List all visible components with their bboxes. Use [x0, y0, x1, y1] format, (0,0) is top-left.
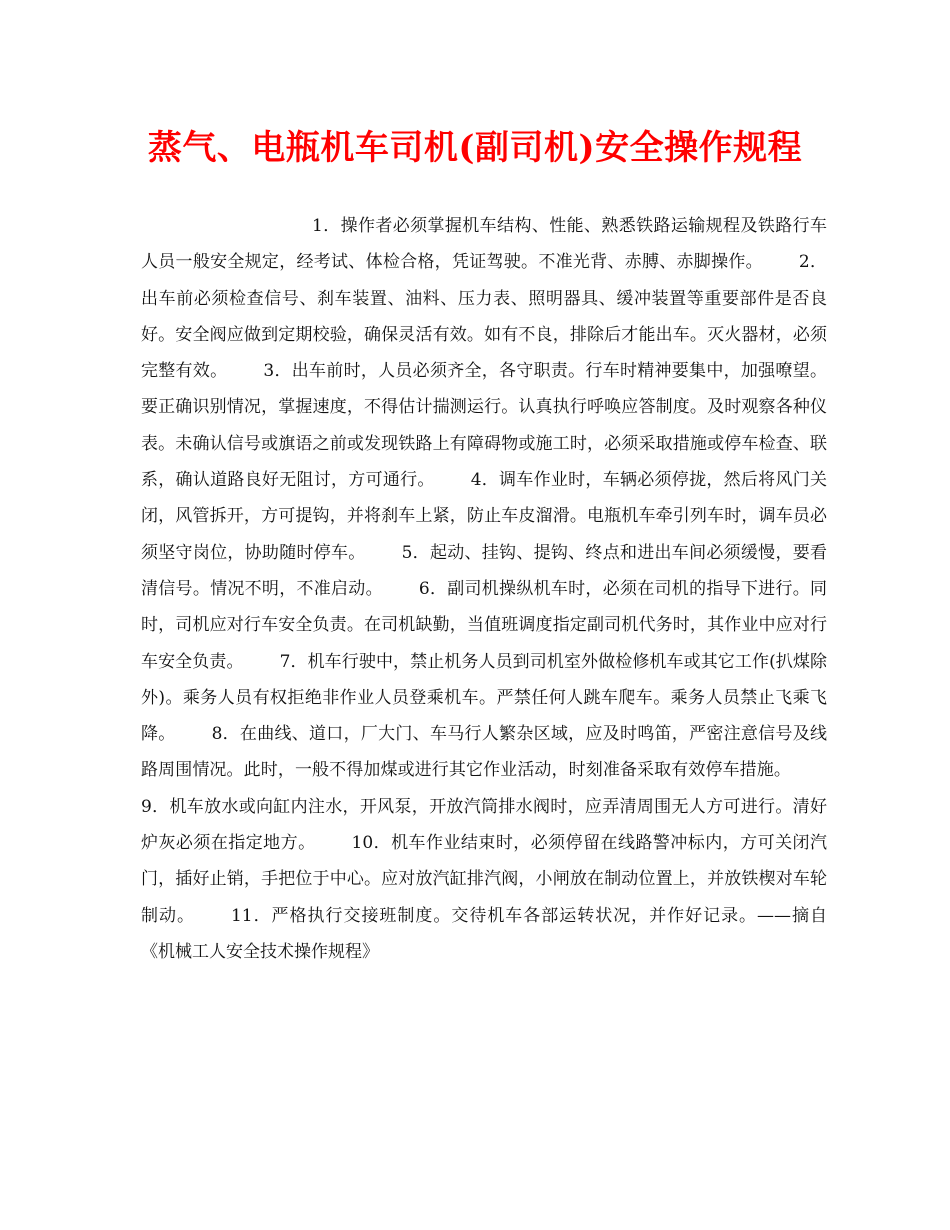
document-body [141, 208, 827, 970]
document-title: 蒸气、电瓶机车司机(副司机)安全操作规程 [147, 128, 803, 168]
rule-item-1: 1．操作者必须掌握机车结构、性能、熟悉铁路运输规程及铁路行车人员一般安全规定，经考试、体检合格，凭证驾驶。不准光背、赤膊、赤脚操作。 [141, 216, 827, 273]
rule-item-7: 7．机车行驶中，禁止机务人员到司机室外做检修机车或其它工作(扒煤除外)。乘务人员有权拒绝非作业人员登乘机车。严禁任何人跳车爬车。乘务人员禁止飞乘飞降。 [141, 651, 827, 745]
rule-item-9: 9．机车放水或向缸内注水，开风泵，开放汽筒排水阀时，应弄清周围无人方可进行。清好炉灰必须在指定地方。 [141, 796, 827, 854]
rule-item-2: 2．出车前必须检查信号、刹车装置、油料、压力表、照明器具、缓冲装置等重要部件是否良好。安全阀应做到定期校验，确保灵活有效。如有不良，排除后才能出车。灭火器材，必须完整有效。 [141, 252, 827, 382]
rule-item-11: 11．严格执行交接班制度。交待机车各部运转状况，并作好记录。 [230, 905, 758, 926]
rule-item-10: 10．机车作业结束时，必须停留在线路警冲标内，方可关闭汽门，插好止销，手把位于中心。应对放汽缸排汽阀，小闸放在制动位置上，并放铁楔对车轮制动。 [141, 833, 827, 926]
source-citation: ——摘自《机械工人安全技术操作规程》 [141, 905, 828, 962]
rule-item-8: 8．在曲线、道口，厂大门、车马行人繁杂区域，应及时鸣笛，严密注意信号及线路周围情况。此时，一般不得加煤或进行其它作业活动，时刻准备采取有效停车措施。 [141, 724, 827, 781]
rule-item-3: 3．出车前时，人员必须齐全，各守职责。行车时精神要集中，加强嘹望。要正确识别情况，掌握速度，不得估计揣测运行。认真执行呼唤应答制度。及时观察各种仪表。未确认信号或旗语之前或发现铁路上有障碍物或施工时，必须采取措施或停车检查、联系，确认道路良好无阻讨，方可通行。 [141, 361, 827, 491]
rule-item-6: 6．副司机操纵机车时，必须在司机的指导下进行。同时，司机应对行车安全负责。在司机缺勤，当值班调度指定副司机代务时，其作业中应对行车安全负责。 [141, 578, 827, 672]
rule-item-5: 5．起动、挂钩、提钩、终点和进出车间必须缓慢，要看清信号。情况不明，不准启动。 [141, 542, 827, 599]
rule-item-4: 4．调车作业时，车辆必须停拢，然后将风门关闭，风管拆开，方可提钩，并将刹车上紧，防止车皮溜滑。电瓶机车牵引列车时，调车员必须坚守岗位，协助随时停车。 [141, 470, 828, 563]
